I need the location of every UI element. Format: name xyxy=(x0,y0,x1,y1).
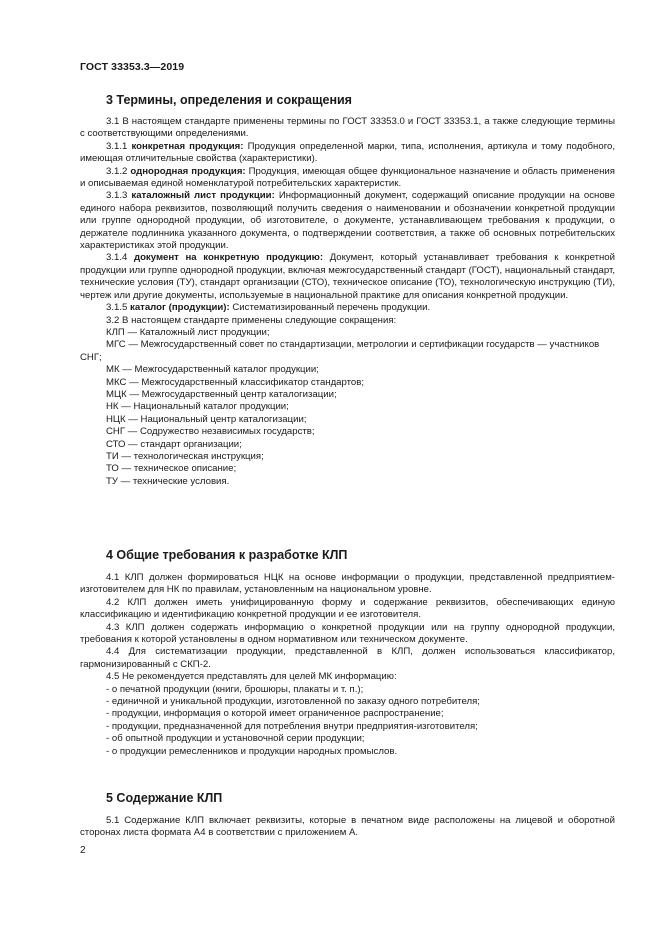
abbreviation-item: НК — Национальный каталог продукции; xyxy=(106,401,289,413)
section-3-body xyxy=(80,116,615,488)
document-code-header: ГОСТ 33353.3—2019 xyxy=(80,61,185,73)
list-item: - об опытной продукции и установочной серии продукции; xyxy=(106,733,365,745)
term-3-1-1 xyxy=(80,141,615,166)
page-number: 2 xyxy=(80,845,86,856)
term-definition: Продукция, имеющая общее функциональное назначение и область применения и описываемая единой номенклатурой потребительских характеристик. xyxy=(80,165,615,190)
abbreviation-item: ТИ — технологическая инструкция; xyxy=(106,450,264,462)
excluded-info-list xyxy=(80,684,615,758)
term-3-1-5 xyxy=(80,302,615,314)
term-number: 3.1.3 xyxy=(106,190,128,202)
term-name: документ на конкретную продукцию: xyxy=(133,252,324,264)
term-name: конкретная продукция: xyxy=(131,140,244,152)
term-number: 3.1.5 xyxy=(106,302,128,314)
term-number: 3.1.1 xyxy=(106,140,128,152)
section-4-title: 4 Общие требования к разработке КЛП xyxy=(106,548,348,562)
clause-4-3: 4.3 КЛП должен содержать информацию о конкретной продукции или на группу однородной продукции, требования к которой установлены в одном нормативном или техническом документе. xyxy=(80,621,615,646)
abbreviation-item: ТО — техническое описание; xyxy=(106,463,237,475)
list-item: - о продукции ремесленников и продукции народных промыслов. xyxy=(106,745,398,757)
clause-3-2: 3.2 В настоящем стандарте применены следующие сокращения: xyxy=(106,314,397,326)
abbreviation-item: МКС — Межгосударственный классификатор стандартов; xyxy=(106,376,365,388)
term-name: каталог (продукции): xyxy=(130,302,230,314)
list-item: - о печатной продукции (книги, брошюры, плакаты и т. п.); xyxy=(106,683,364,695)
term-name: каталожный лист продукции: xyxy=(131,190,275,202)
section-3-title: 3 Термины, определения и сокращения xyxy=(106,93,352,107)
clause-4-2: 4.2 КЛП должен иметь унифицированную форму и содержание реквизитов, обеспечивающих единую классификацию и идентификацию конкретной продукции и ее изготовителя. xyxy=(80,596,615,621)
term-definition: Продукция определенной марки, типа, исполнения, артикула и тому подобного, имеющая отличительные свойства (характеристики). xyxy=(80,140,615,165)
term-name: однородная продукция: xyxy=(130,165,246,177)
list-item: - продукции, предназначенной для потребления внутри предприятия-изготовителя; xyxy=(106,720,478,732)
clause-4-5: 4.5 Не рекомендуется представлять для целей МК информацию: xyxy=(106,671,397,683)
term-definition: Информационный документ, содержащий описание продукции на основе единого набора реквизитов, позволяющий получить сведения о наименовании и обозначении конкретной продукции или группе однородной продукции, об изготовителе, о документе, устанавливающем требования к продукции, о держателе подлинника указанного документа, о подтверждении соответствия, а также об основных потребительских характеристиках этой продукции. xyxy=(80,190,615,252)
term-definition: Документ, который устанавливает требования к конкретной продукции или группе однородной продукции, включая межгосударственный стандарт (ГОСТ), национальный стандарт, технические условия (ТУ), стандарт организации (СТО), техническое описание (ТО), технологическую инструкцию (ТИ), чертеж или другие документы, используемые в национальной практике для описания конкретной продукции. xyxy=(80,252,615,301)
abbreviation-item: ТУ — технические условия. xyxy=(106,475,230,487)
abbreviation-item: НЦК — Национальный центр каталогизации; xyxy=(106,413,307,425)
term-definition: Систематизированный перечень продукции. xyxy=(232,302,431,314)
abbreviation-list xyxy=(80,327,615,488)
term-3-1-3 xyxy=(80,190,615,252)
clause-4-1: 4.1 КЛП должен формироваться НЦК на основе информации о продукции, представленной предприятием-изготовителем для НК по правилам, установленным на национальном уровне. xyxy=(80,572,615,596)
term-number: 3.1.2 xyxy=(106,165,128,177)
section-5-body xyxy=(80,815,615,840)
term-number: 3.1.4 xyxy=(106,252,128,264)
abbreviation-item: СНГ — Содружество независимых государств; xyxy=(106,426,315,438)
abbreviation-item: МЦК — Межгосударственный центр каталогизации; xyxy=(106,388,337,400)
list-item: - продукции, информация о которой имеет ограниченное распространение; xyxy=(106,708,444,720)
clause-3-1: 3.1 В настоящем стандарте применены термины по ГОСТ 33353.0 и ГОСТ 33353.1, а также следующие термины с соответствующими определениями. xyxy=(80,116,615,140)
abbreviation-item: КЛП — Каталожный лист продукции; xyxy=(106,326,270,338)
list-item: - единичной и уникальной продукции, изготовленной по заказу одного потребителя; xyxy=(106,696,480,708)
clause-4-4: 4.4 Для систематизации продукции, представленной в КЛП, должен использоваться классификатор, гармонизированный с СКП-2. xyxy=(80,646,615,670)
section-4-body xyxy=(80,572,615,758)
abbreviation-item: СТО — стандарт организации; xyxy=(106,438,242,450)
term-3-1-2 xyxy=(80,166,615,191)
clause-5-1: 5.1 Содержание КЛП включает реквизиты, которые в печатном виде расположены на лицевой и оборотной сторонах листа формата А4 в соответствии с приложением А. xyxy=(80,815,615,839)
abbreviation-item: МГС — Межгосударственный совет по стандартизации, метрологии и сертификации государств — участников СНГ; xyxy=(80,339,600,363)
section-5-title: 5 Содержание КЛП xyxy=(106,791,223,805)
abbreviation-item: МК — Межгосударственный каталог продукции; xyxy=(106,364,319,376)
term-3-1-4 xyxy=(80,252,615,302)
